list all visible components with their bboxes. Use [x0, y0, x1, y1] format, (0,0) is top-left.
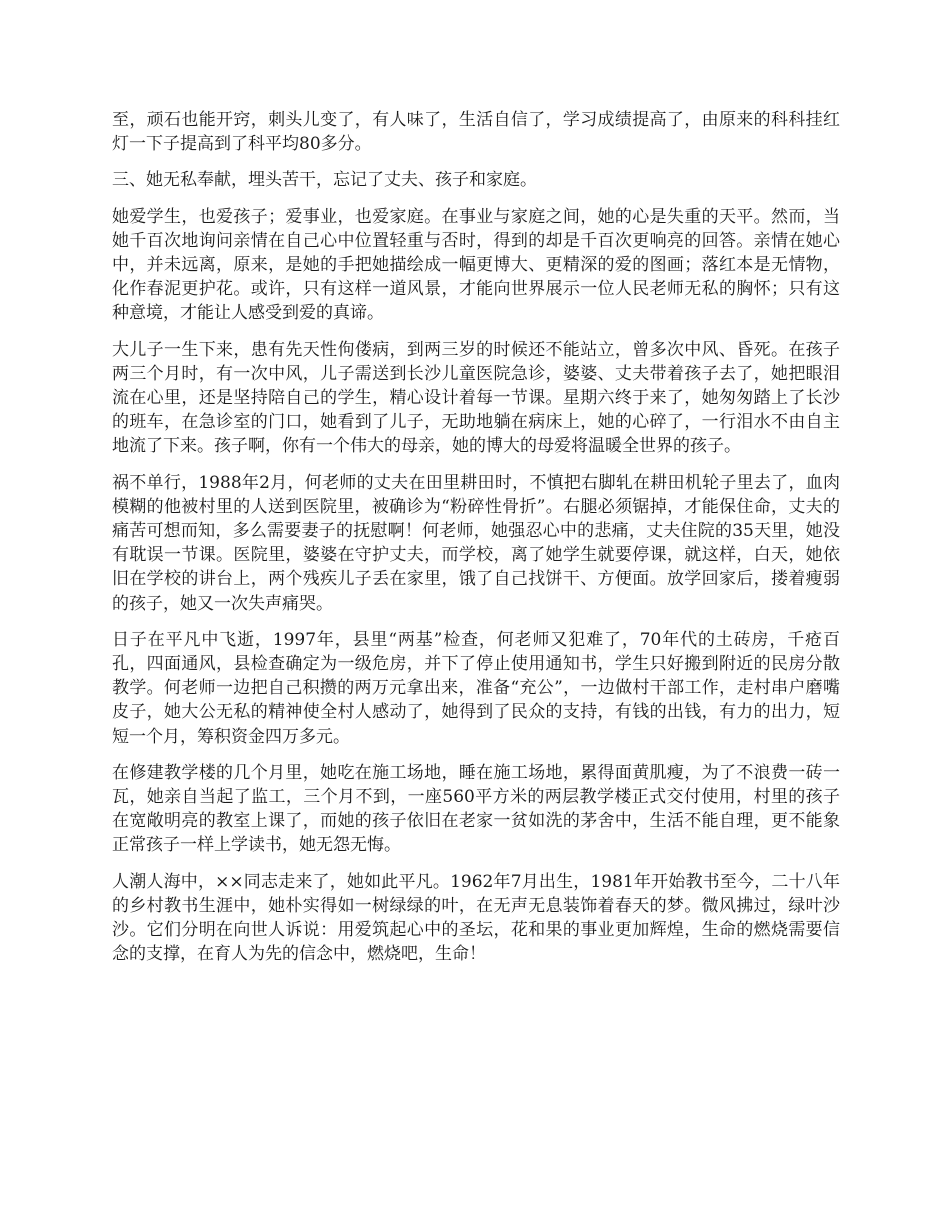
paragraph-4: 祸不单行，1988年2月，何老师的丈夫在田里耕田时，不慎把右脚轧在耕田机轮子里去了，血肉模糊的他被村里的人送到医院里，被确诊为“粉碎性骨折”。右腿必须锯掉，才能保住命，丈夫的痛苦可想而知，多么需要妻子的抚慰啊！何老师，她强忍心中的悲痛，丈夫住院的35天里，她没有耽误一节课。医院里，婆婆在守护丈夫，而学校，离了她学生就要停课，就这样，白天，她依旧在学校的讲台上，两个残疾儿子丢在家里，饿了自己找饼干、方便面。放学回家后，搂着瘦弱的孩子，她又一次失声痛哭。	[112, 472, 840, 614]
paragraph-6: 在修建教学楼的几个月里，她吃在施工场地，睡在施工场地，累得面黄肌瘦，为了不浪费一砖一瓦，她亲自当起了监工，三个月不到，一座560平方米的两层教学楼正式交付使用，村里的孩子在宽敞明亮的教室上课了，而她的孩子依旧在老家一贫如洗的茅舍中，生活不能自理，更不能象正常孩子一样上学读书，她无怨无悔。	[112, 762, 840, 856]
paragraph-2: 她爱学生，也爱孩子；爱事业，也爱家庭。在事业与家庭之间，她的心是失重的天平。然而，当她千百次地询问亲情在自己心中位置轻重与否时，得到的却是千百次更响亮的回答。亲情在她心中，并未远离，原来，是她的手把她描绘成一幅更博大、更精深的爱的图画；落红本是无情物，化作春泥更护花。或许，只有这样一道风景，才能向世界展示一位人民老师无私的胸怀；只有这种意境，才能让人感受到爱的真谛。	[112, 206, 840, 324]
document-body	[112, 108, 840, 979]
paragraph-7: 人潮人海中，××同志走来了，她如此平凡。1962年7月出生，1981年开始教书至今，二十八年的乡村教书生涯中，她朴实得如一树绿绿的叶，在无声无息装饰着春天的梦。微风拂过，绿叶沙沙。它们分明在向世人诉说：用爱筑起心中的圣坛，花和果的事业更加辉煌，生命的燃烧需要信念的支撑，在育人为先的信念中，燃烧吧，生命！	[112, 871, 840, 965]
paragraph-5: 日子在平凡中飞逝，1997年，县里“两基”检查，何老师又犯难了，70年代的土砖房，千疮百孔，四面通风，县检查确定为一级危房，并下了停止使用通知书，学生只好搬到附近的民房分散教学。何老师一边把自己积攒的两万元拿出来，准备“充公”，一边做村干部工作，走村串户磨嘴皮子，她大公无私的精神使全村人感动了，她得到了民众的支持，有钱的出钱，有力的出力，短短一个月，筹积资金四万多元。	[112, 629, 840, 747]
section-heading-3: 三、她无私奉献，埋头苦干，忘记了丈夫、孩子和家庭。	[112, 170, 537, 191]
paragraph-1: 至，顽石也能开窍，刺头儿变了，有人味了，生活自信了，学习成绩提高了，由原来的科科挂红灯一下子提高到了科平均80多分。	[112, 110, 840, 155]
paragraph-3: 大儿子一生下来，患有先天性佝偻病，到两三岁的时候还不能站立，曾多次中风、昏死。在孩子两三个月时，有一次中风，儿子需送到长沙儿童医院急诊，婆婆、丈夫带着孩子去了，她把眼泪流在心里，还是坚持陪自己的学生，精心设计着每一节课。星期六终于来了，她匆匆踏上了长沙的班车，在急诊室的门口，她看到了儿子，无助地躺在病床上，她的心碎了，一行泪水不由自主地流了下来。孩子啊，你有一个伟大的母亲，她的博大的母爱将温暖全世界的孩子。	[112, 339, 840, 457]
